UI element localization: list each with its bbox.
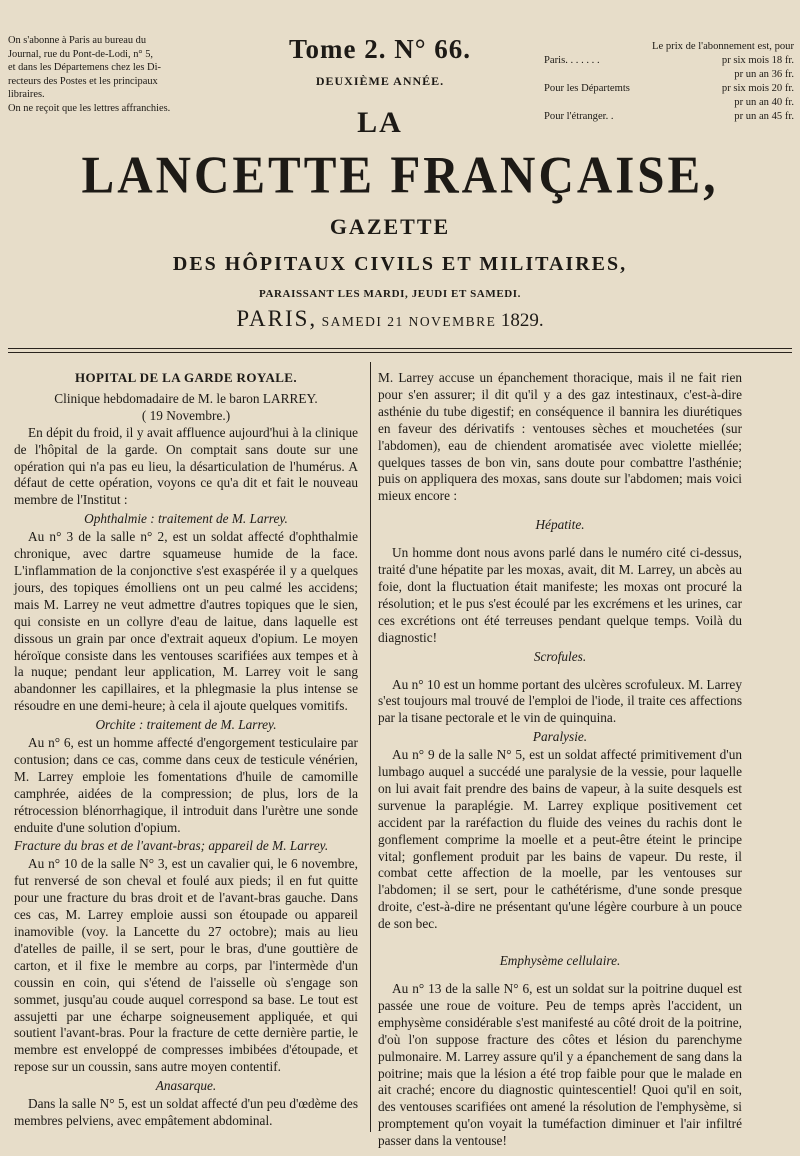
price-label: Pour les Départemts — [544, 83, 630, 94]
spacer — [378, 971, 742, 981]
paragraph-anasarque: Dans la salle N° 5, est un soldat affecté d'un peu d'œdème des membres pelviens, avec empâtement abdominal. — [14, 1096, 358, 1128]
left-column — [14, 370, 358, 1130]
price-row — [544, 96, 794, 110]
subheading-hepatite: Hépatite. — [535, 517, 585, 533]
clinic-date: ( 19 Novembre.) — [141, 407, 231, 423]
intro-paragraph: En dépit du froid, il y avait affluence aujourd'hui à la clinique de l'hôpital de la garde. On comptait sans doute sur une opération qui n'a pas eu lieu, la désarticulation de l'humérus. A défaut de cette opération, voyons ce qu'a dit et fait le nouveau membre de l'Institut : — [14, 424, 358, 508]
subheading-paralysie: Paralysie. — [532, 729, 588, 745]
date-year: 1829. — [500, 310, 544, 331]
price-row — [544, 68, 794, 82]
right-column — [378, 370, 742, 1150]
newspaper-title: LANCETTE FRANÇAISE, — [81, 144, 719, 205]
subscription-line: On ne reçoit que les lettres affranchies. — [8, 102, 171, 114]
paragraph-emphyseme: Au n° 13 de la salle N° 6, est un soldat sur la poitrine duquel est passée une roue de voiture. Peu de temps après l'accident, un emphysème considérable s'est manifesté au côté droit de la poitrine, d'où l'on suppose fracture des côtes et lésion du parenchyme pulmonaire. M. Larrey assure qu'il y a épanchement de sang dans la poitrine; mais que la lésion a été trop faible pour que le malade en ait craché; encore du diagnostic quintescentiel! Quoi qu'il en soit, des ventouses scarifiées ont amené la résolution de l'emphysème, si promptement qu'on voyait la tuméfaction diminuer et l'air infiltré passer dans la ventouse! — [378, 981, 742, 1149]
column-divider — [370, 362, 371, 1132]
price-label: Pour l'étranger. . — [544, 111, 614, 122]
newspaper-subtitle: DES HÔPITAUX CIVILS ET MILITAIRES, — [172, 253, 628, 275]
paragraph-hepatite: Un homme dont nous avons parlé dans le numéro cité ci-dessus, traité d'une hépatite par les moxas, avait, dit M. Larrey, un abcès au foie, dont la fluctuation était manifeste; les moxas ont procuré la résolution; et le pus s'est écoulé par les excrémens et les urines, car ces excrétions ont été terreuses pendant quelque temps. Voilà du diagnostic! — [378, 545, 742, 645]
price-row — [544, 82, 794, 96]
divider-rule — [8, 352, 792, 353]
divider-rule — [8, 348, 792, 349]
spacer — [378, 535, 742, 545]
subheading-emphyseme: Emphysème cellulaire. — [499, 953, 621, 969]
subscription-line: et dans les Départemens chez les Di- — [8, 62, 161, 74]
subscription-line: On s'abonne à Paris au bureau du — [8, 35, 147, 46]
section-heading: HOPITAL DE LA GARDE ROYALE. — [74, 370, 298, 385]
subheading-anasarque: Anasarque. — [155, 1078, 217, 1094]
paragraph-ophthalmie: Au n° 3 de la salle n° 2, est un soldat affecté d'ophthalmie chronique, avec dartre squameuse humide de la face. L'inflammation de la conjonctive s'est exaspérée il y a quelques jours, des topiques émolliens ont un peu calmé les accidens; mais M. Larrey ne veut admettre d'autres topiques que le sien, qui consiste en un collyre d'eau de laitue, dans laquelle est dissous un grain par once d'extrait aqueux d'opium. Le moyen héroïque consiste dans les ventouses scarifiées aux tempes et à la nuque; pendant leur application, M. Larrey voit le sang abandonner les capillaires, et la phlegmasie la plus intense se résoudre en une demi-heure; à cela il ajoute quelques vomitifs. — [14, 529, 358, 714]
subscription-line: libraires. — [8, 89, 45, 101]
price-intro: Le prix de l'abonnement est, pour — [652, 41, 794, 52]
paragraph-orchite: Au n° 6, est un homme affecté d'engorgement testiculaire par contusion; dans ce cas, comme dans ceux de testicule vénérien, M. Larrey emploie les fomentations d'huile de camomille camphrée, aidées de la compression; de plus, lors de la rétrocession blénorrhagique, il introduit dans l'urètre une sonde enduite d'une solution d'opium. — [14, 735, 358, 835]
price-label: Paris. . . . . . . — [544, 55, 600, 66]
price-term: pr un an 36 fr. — [734, 69, 794, 80]
price-term: pr six mois 18 fr. — [721, 55, 794, 66]
price-row — [544, 110, 794, 124]
subscription-line: Journal, rue du Pont-de-Lodi, n° 5, — [8, 48, 153, 60]
spacer — [378, 667, 742, 677]
subheading-fracture: Fracture du bras et de l'avant-bras; appareil de M. Larrey. — [14, 838, 329, 854]
spacer — [378, 505, 742, 515]
volume-number: Tome 2. N° 66. — [288, 34, 472, 64]
clinic-title: Clinique hebdomadaire de M. le baron LARREY. — [54, 390, 318, 406]
gazette-label: GAZETTE — [329, 214, 451, 239]
price-term: pr six mois 20 fr. — [721, 83, 794, 94]
date-text: SAMEDI 21 NOVEMBRE — [321, 314, 497, 329]
year-label: DEUXIÈME ANNÉE. — [315, 74, 445, 88]
price-term: pr un an 45 fr. — [734, 111, 794, 122]
publication-schedule: PARAISSANT LES MARDI, JEUDI ET SAMEDI. — [258, 288, 522, 300]
subheading-scrofules: Scrofules. — [533, 648, 587, 664]
subheading-ophthalmie: Ophthalmie : traitement de M. Larrey. — [84, 511, 288, 527]
date-city: PARIS, — [236, 306, 318, 331]
price-row — [544, 54, 794, 68]
subscription-note — [8, 34, 208, 116]
price-term: pr un an 40 fr. — [734, 97, 794, 108]
spacer — [378, 933, 742, 951]
dateline — [120, 306, 660, 332]
paragraph-paralysie: Au n° 9 de la salle N° 5, est un soldat affecté primitivement d'un lumbago auquel a succédé une paralysie de la vessie, pour laquelle on lui avait fait prendre des bains de vapeur, à la suite desquels est survenue la paraplégie. M. Larrey explique positivement cet accident par la raréfaction du fluide des veines du rachis dont le gonflement comprime la moelle et a peut-être éteint le principe vital; gonflement produit par les bains de vapeur. Du reste, il combat cette affection de la moelle, par les ventouses sur l'abdomen; il se sert, pour le cathétérisme, d'une sonde presque droite, c'est-à-dire ne présentant qu'une légère courbure à un pouce de son bec. — [378, 747, 742, 932]
paragraph-fracture: Au n° 10 de la salle N° 3, est un cavalier qui, le 6 novembre, fut renversé de son cheval et foulé aux pieds; il en fut quitte pour une fracture du bras droit et de l'avant-bras gauche. Dans ces cas, M. Larrey emploie aussi son étoupade ou appareil inamovible (voy. la Lancette du 27 octobre); mais au lieu d'atelles de paille, il se sert, pour le bras, d'une gouttière de carton, et il fixe le membre au corps, par l'intermède d'un coussin en coin, qui s'étend de l'aisselle où s'engage son sommet, jusqu'au coude auquel correspond sa base. Le tout est assujetti par une écharpe soigneusement appliquée, et qui soutient l'avant-bras. Pour la fracture de cette dernière partie, le membre est enveloppé de compresses imbibées d'étoupade, et repose sur un coussin, sans autre moyen contentif. — [14, 856, 358, 1075]
price-table — [544, 40, 794, 124]
paragraph-continued: M. Larrey accuse un épanchement thoracique, mais il ne fait rien pour s'en assurer; il dit qu'il y a des gaz intestinaux, c'est-à-dire asthénie du tube digestif; en conséquence il bannira les diurétiques en faveur des dérivatifs : ventouses sèches et mouchetées (sur l'abdomen), eau de chiendent aromatisée avec violette miellée; quelques tasses de bon vin, sans doute pour combattre l'asthénie; puis on appliquera des moxas, sans doute sur l'abdomen; mais voici mieux encore : — [378, 370, 742, 504]
subheading-orchite: Orchite : traitement de M. Larrey. — [95, 717, 277, 733]
paragraph-scrofules: Au n° 10 est un homme portant des ulcères scrofuleux. M. Larrey s'est toujours mal trouvé de l'emploi de l'iode, il traite ces affections par la tisane pectorale et le vin de quinquina. — [378, 676, 742, 726]
subscription-line: recteurs des Postes et les principaux — [8, 75, 158, 87]
title-article: LA — [357, 106, 403, 139]
